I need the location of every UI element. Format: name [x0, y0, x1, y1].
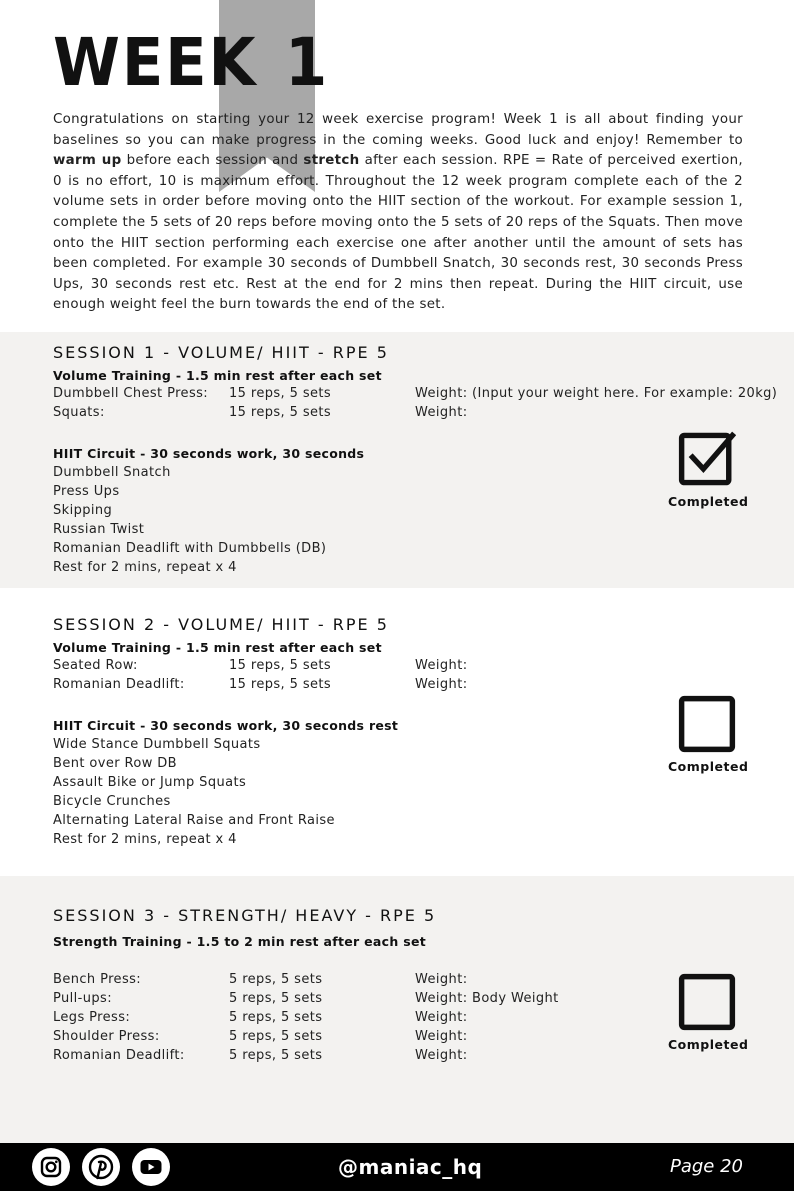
completed-label: Completed — [668, 759, 749, 774]
hiit-item: Bent over Row DB — [53, 756, 178, 771]
empty-box-icon — [678, 695, 736, 753]
pinterest-icon[interactable] — [82, 1148, 120, 1186]
weight-field[interactable]: Weight: — [415, 677, 468, 692]
weight-field[interactable]: Weight: (Input your weight here. For example: 20kg) — [415, 386, 778, 401]
weight-field[interactable]: Weight: — [415, 405, 468, 420]
weight-field[interactable]: Weight: — [415, 658, 468, 673]
exercise-row: Legs Press: 5 reps, 5 sets Weight: — [53, 1010, 468, 1025]
week-number: 1 — [284, 24, 330, 101]
completed-checkbox[interactable] — [668, 430, 749, 509]
warm-up-emphasis: warm up — [53, 153, 122, 169]
week-word: WEEK — [53, 24, 258, 101]
completed-checkbox[interactable] — [668, 695, 749, 774]
exercise-row: Pull-ups: 5 reps, 5 sets Weight: Body Weight — [53, 991, 559, 1006]
exercise-row: Shoulder Press: 5 reps, 5 sets Weight: — [53, 1029, 468, 1044]
hiit-item: Alternating Lateral Raise and Front Raise — [53, 813, 335, 828]
exercise-row: Dumbbell Chest Press: 15 reps, 5 sets Weight: (Input your weight here. For example: 20kg) — [53, 386, 778, 401]
session-3 — [0, 876, 794, 1143]
week-title — [53, 24, 330, 101]
session-title: SESSION 3 - STRENGTH/ HEAVY - RPE 5 — [53, 906, 437, 925]
exercise-row: Seated Row: 15 reps, 5 sets Weight: — [53, 658, 468, 673]
hiit-item: Rest for 2 mins, repeat x 4 — [53, 560, 237, 575]
weight-field[interactable]: Weight: — [415, 1029, 468, 1044]
hiit-heading: HIIT Circuit - 30 seconds work, 30 seconds rest — [53, 718, 399, 733]
stretch-emphasis: stretch — [303, 153, 360, 169]
strength-heading: Strength Training - 1.5 to 2 min rest after each set — [53, 934, 426, 949]
exercise-row: Romanian Deadlift: 15 reps, 5 sets Weight: — [53, 677, 468, 692]
weight-field[interactable]: Weight: — [415, 1010, 468, 1025]
exercise-row: Romanian Deadlift: 5 reps, 5 sets Weight: — [53, 1048, 468, 1063]
hiit-item: Russian Twist — [53, 522, 145, 537]
page-number: Page 20 — [669, 1156, 743, 1177]
completed-label: Completed — [668, 1037, 749, 1052]
volume-heading: Volume Training - 1.5 min rest after each set — [53, 640, 382, 655]
weight-field[interactable]: Weight: — [415, 972, 468, 987]
hiit-item: Wide Stance Dumbbell Squats — [53, 737, 261, 752]
footer — [0, 1143, 794, 1191]
hiit-heading: HIIT Circuit - 30 seconds work, 30 seconds — [53, 446, 365, 461]
completed-label: Completed — [668, 494, 749, 509]
session-title: SESSION 1 - VOLUME/ HIIT - RPE 5 — [53, 343, 389, 362]
social-handle[interactable]: @maniac_hq — [338, 1155, 483, 1179]
session-2 — [0, 588, 794, 876]
session-1 — [0, 332, 794, 588]
hiit-item: Dumbbell Snatch — [53, 465, 171, 480]
session-title: SESSION 2 - VOLUME/ HIIT - RPE 5 — [53, 615, 389, 634]
hiit-item: Rest for 2 mins, repeat x 4 — [53, 832, 237, 847]
youtube-icon[interactable] — [132, 1148, 170, 1186]
exercise-row: Squats: 15 reps, 5 sets Weight: — [53, 405, 468, 420]
hiit-item: Press Ups — [53, 484, 120, 499]
hiit-item: Bicycle Crunches — [53, 794, 171, 809]
hiit-item: Romanian Deadlift with Dumbbells (DB) — [53, 541, 327, 556]
checked-box-icon — [678, 430, 736, 488]
weight-field[interactable]: Weight: Body Weight — [415, 991, 559, 1006]
exercise-row: Bench Press: 5 reps, 5 sets Weight: — [53, 972, 468, 987]
hiit-item: Skipping — [53, 503, 113, 518]
completed-checkbox[interactable] — [668, 973, 749, 1052]
weight-field[interactable]: Weight: — [415, 1048, 468, 1063]
instagram-icon[interactable] — [32, 1148, 70, 1186]
volume-heading: Volume Training - 1.5 min rest after each set — [53, 368, 382, 383]
intro-paragraph: Congratulations on starting your 12 week exercise program! Week 1 is all about finding your baselines so you can make progress in the coming weeks. Good luck and enjoy! Remember to warm up before each session and stretch after each session. RPE = Rate of perceived exertion, 0 is no effort, 10 is maximum effort. Throughout the 12 week program complete each of the 2 volume sets in order before moving onto the HIIT section of the workout. For example session 1, complete the 5 sets of 20 reps before moving onto the 5 sets of 20 reps of the Squats. Then move onto the HIIT section performing each exercise one after another until the amount of sets has been completed. For example 30 seconds of Dumbbell Snatch, 30 seconds rest, 30 seconds Press Ups, 30 seconds rest etc. Rest at the end for 2 mins then repeat. During the HIIT circuit, use enough weight feel the burn towards the end of the set. — [53, 112, 743, 313]
hiit-item: Assault Bike or Jump Squats — [53, 775, 247, 790]
empty-box-icon — [678, 973, 736, 1031]
